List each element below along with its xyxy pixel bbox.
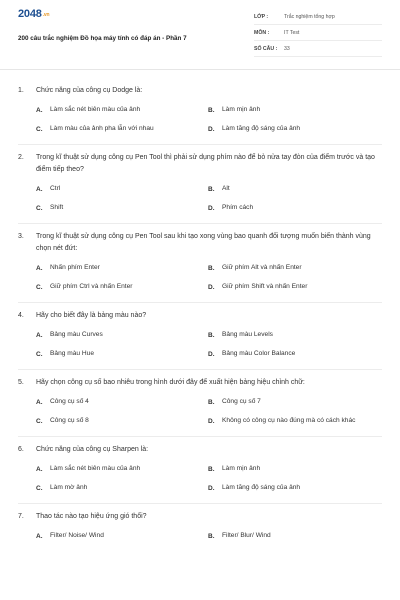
option-text: Giữ phím Shift và nhấn Enter: [222, 283, 308, 290]
option-text: Bảng màu Levels: [222, 331, 273, 338]
answer-option-b[interactable]: [208, 261, 368, 275]
answer-option-a[interactable]: [36, 328, 208, 342]
option-letter: C.: [36, 125, 43, 133]
option-text: Làm tăng độ sáng của ảnh: [222, 125, 301, 132]
answer-option-c[interactable]: [36, 347, 208, 361]
meta-value: IT Test: [284, 29, 300, 36]
option-letter: C.: [36, 417, 43, 425]
answer-option-a[interactable]: [36, 261, 208, 275]
option-letter: D.: [208, 283, 215, 291]
option-letter: A.: [36, 185, 43, 193]
divider: [18, 302, 382, 303]
question-item: [18, 310, 382, 370]
meta-count-row: [254, 41, 382, 57]
answer-option-c[interactable]: [36, 481, 208, 495]
option-text: Làm mịn ảnh: [222, 106, 261, 113]
answer-option-d[interactable]: [208, 414, 368, 428]
question-number: 7.: [18, 513, 24, 520]
answer-option-b[interactable]: [208, 395, 368, 409]
answer-option-b[interactable]: [208, 328, 368, 342]
option-text: Làm màu của ảnh pha lẫn với nhau: [50, 125, 154, 132]
answer-option-c[interactable]: [36, 414, 208, 428]
question-text: Chức năng của công cụ Sharpen là:: [36, 446, 149, 453]
option-text: Làm mịn ảnh: [222, 465, 261, 472]
option-text: Giữ phím Alt và nhấn Enter: [222, 264, 302, 271]
option-text: Filter/ Blur/ Wind: [222, 532, 271, 539]
question-number: 3.: [18, 233, 24, 240]
meta-subject-row: [254, 25, 382, 41]
option-letter: B.: [208, 264, 215, 272]
answer-option-a[interactable]: [36, 529, 208, 543]
option-letter: A.: [36, 106, 43, 114]
question-text: Trong kĩ thuật sử dụng công cụ Pen Tool thì phải sử dụng phím nào để bỏ nửa tay đòn của điểm trước và tạo điểm tiếp theo?: [36, 154, 375, 173]
option-letter: B.: [208, 465, 215, 473]
option-text: Ctrl: [50, 185, 61, 192]
answer-option-c[interactable]: [36, 280, 208, 294]
meta-value: Trắc nghiệm tổng hợp: [284, 13, 335, 20]
question-number: 4.: [18, 312, 24, 319]
option-text: Không có công cụ nào đúng mà có cách khác: [222, 417, 356, 424]
answer-option-c[interactable]: [36, 201, 208, 215]
answer-option-c[interactable]: [36, 122, 208, 136]
answer-option-a[interactable]: [36, 462, 208, 476]
question-number: 1.: [18, 87, 24, 94]
option-text: Công cụ số 8: [50, 417, 89, 424]
answer-option-d[interactable]: [208, 201, 368, 215]
option-letter: A.: [36, 465, 43, 473]
option-text: Làm sắc nét biên màu của ảnh: [50, 465, 141, 472]
answer-option-b[interactable]: [208, 462, 368, 476]
question-item: [18, 377, 382, 437]
option-letter: D.: [208, 417, 215, 425]
option-letter: A.: [36, 532, 43, 540]
divider: [18, 369, 382, 370]
option-text: Bảng màu Hue: [50, 350, 94, 357]
option-letter: D.: [208, 350, 215, 358]
answer-option-a[interactable]: [36, 395, 208, 409]
page-title: 200 câu trắc nghiệm Đồ họa máy tính có đáp án - Phần 7: [18, 35, 187, 42]
question-item: [18, 444, 382, 504]
answer-option-a[interactable]: [36, 182, 208, 196]
quiz-meta: [254, 9, 382, 57]
option-letter: A.: [36, 331, 43, 339]
option-text: Giữ phím Ctrl và nhấn Enter: [50, 283, 133, 290]
question-item: [18, 85, 382, 145]
option-letter: C.: [36, 484, 43, 492]
question-list: [0, 70, 400, 543]
option-text: Bảng màu Curves: [50, 331, 103, 338]
question-number: 5.: [18, 379, 24, 386]
question-item: [18, 511, 382, 543]
question-text: Hãy cho biết đây là bảng màu nào?: [36, 312, 147, 319]
option-letter: C.: [36, 283, 43, 291]
question-text: Hãy chọn công cụ số bao nhiêu trong hình dưới đây để xuất hiện bảng hiệu chỉnh chữ:: [36, 379, 305, 386]
logo-main-text: 2048: [18, 8, 42, 20]
option-letter: B.: [208, 185, 215, 193]
question-text: Trong kĩ thuật sử dụng công cụ Pen Tool sau khi tạo xong vùng bao quanh đối tượng muốn biến thành vùng chọn nét đứt:: [36, 233, 371, 252]
option-letter: B.: [208, 398, 215, 406]
meta-label: MÔN :: [254, 29, 270, 36]
option-letter: B.: [208, 106, 215, 114]
option-text: Filter/ Noise/ Wind: [50, 532, 104, 539]
option-letter: B.: [208, 331, 215, 339]
option-letter: A.: [36, 398, 43, 406]
answer-option-b[interactable]: [208, 529, 368, 543]
question-number: 6.: [18, 446, 24, 453]
option-letter: C.: [36, 204, 43, 212]
answer-option-a[interactable]: [36, 103, 208, 117]
answer-option-d[interactable]: [208, 347, 368, 361]
option-text: Phím cách: [222, 204, 254, 211]
answer-option-d[interactable]: [208, 122, 368, 136]
answer-option-d[interactable]: [208, 481, 368, 495]
question-item: [18, 231, 382, 303]
divider: [18, 223, 382, 224]
meta-label: SỐ CÂU :: [254, 45, 278, 52]
logo-suffix-text: .vn: [42, 12, 50, 18]
option-text: Công cụ số 7: [222, 398, 261, 405]
option-text: Công cụ số 4: [50, 398, 89, 405]
divider: [18, 503, 382, 504]
option-text: Làm tăng độ sáng của ảnh: [222, 484, 301, 491]
divider: [18, 436, 382, 437]
page-header: [0, 0, 400, 70]
answer-option-d[interactable]: [208, 280, 368, 294]
option-text: Làm mờ ảnh: [50, 484, 88, 491]
question-item: [18, 152, 382, 224]
option-letter: B.: [208, 532, 215, 540]
divider: [18, 144, 382, 145]
option-text: Bảng màu Color Balance: [222, 350, 296, 357]
option-letter: D.: [208, 484, 215, 492]
meta-label: LỚP :: [254, 13, 269, 20]
question-number: 2.: [18, 154, 24, 161]
option-text: Alt: [222, 185, 230, 192]
answer-option-b[interactable]: [208, 103, 368, 117]
option-text: Shift: [50, 204, 64, 211]
option-letter: A.: [36, 264, 43, 272]
meta-value: 33: [284, 45, 290, 52]
option-letter: D.: [208, 125, 215, 133]
question-text: Thao tác nào tạo hiệu ứng gió thổi?: [36, 513, 147, 520]
option-letter: C.: [36, 350, 43, 358]
meta-class-row: [254, 9, 382, 25]
option-text: Làm sắc nét biên màu của ảnh: [50, 106, 141, 113]
option-letter: D.: [208, 204, 215, 212]
option-text: Nhấn phím Enter: [50, 264, 100, 271]
answer-option-b[interactable]: [208, 182, 368, 196]
question-text: Chức năng của công cụ Dodge là:: [36, 87, 143, 94]
